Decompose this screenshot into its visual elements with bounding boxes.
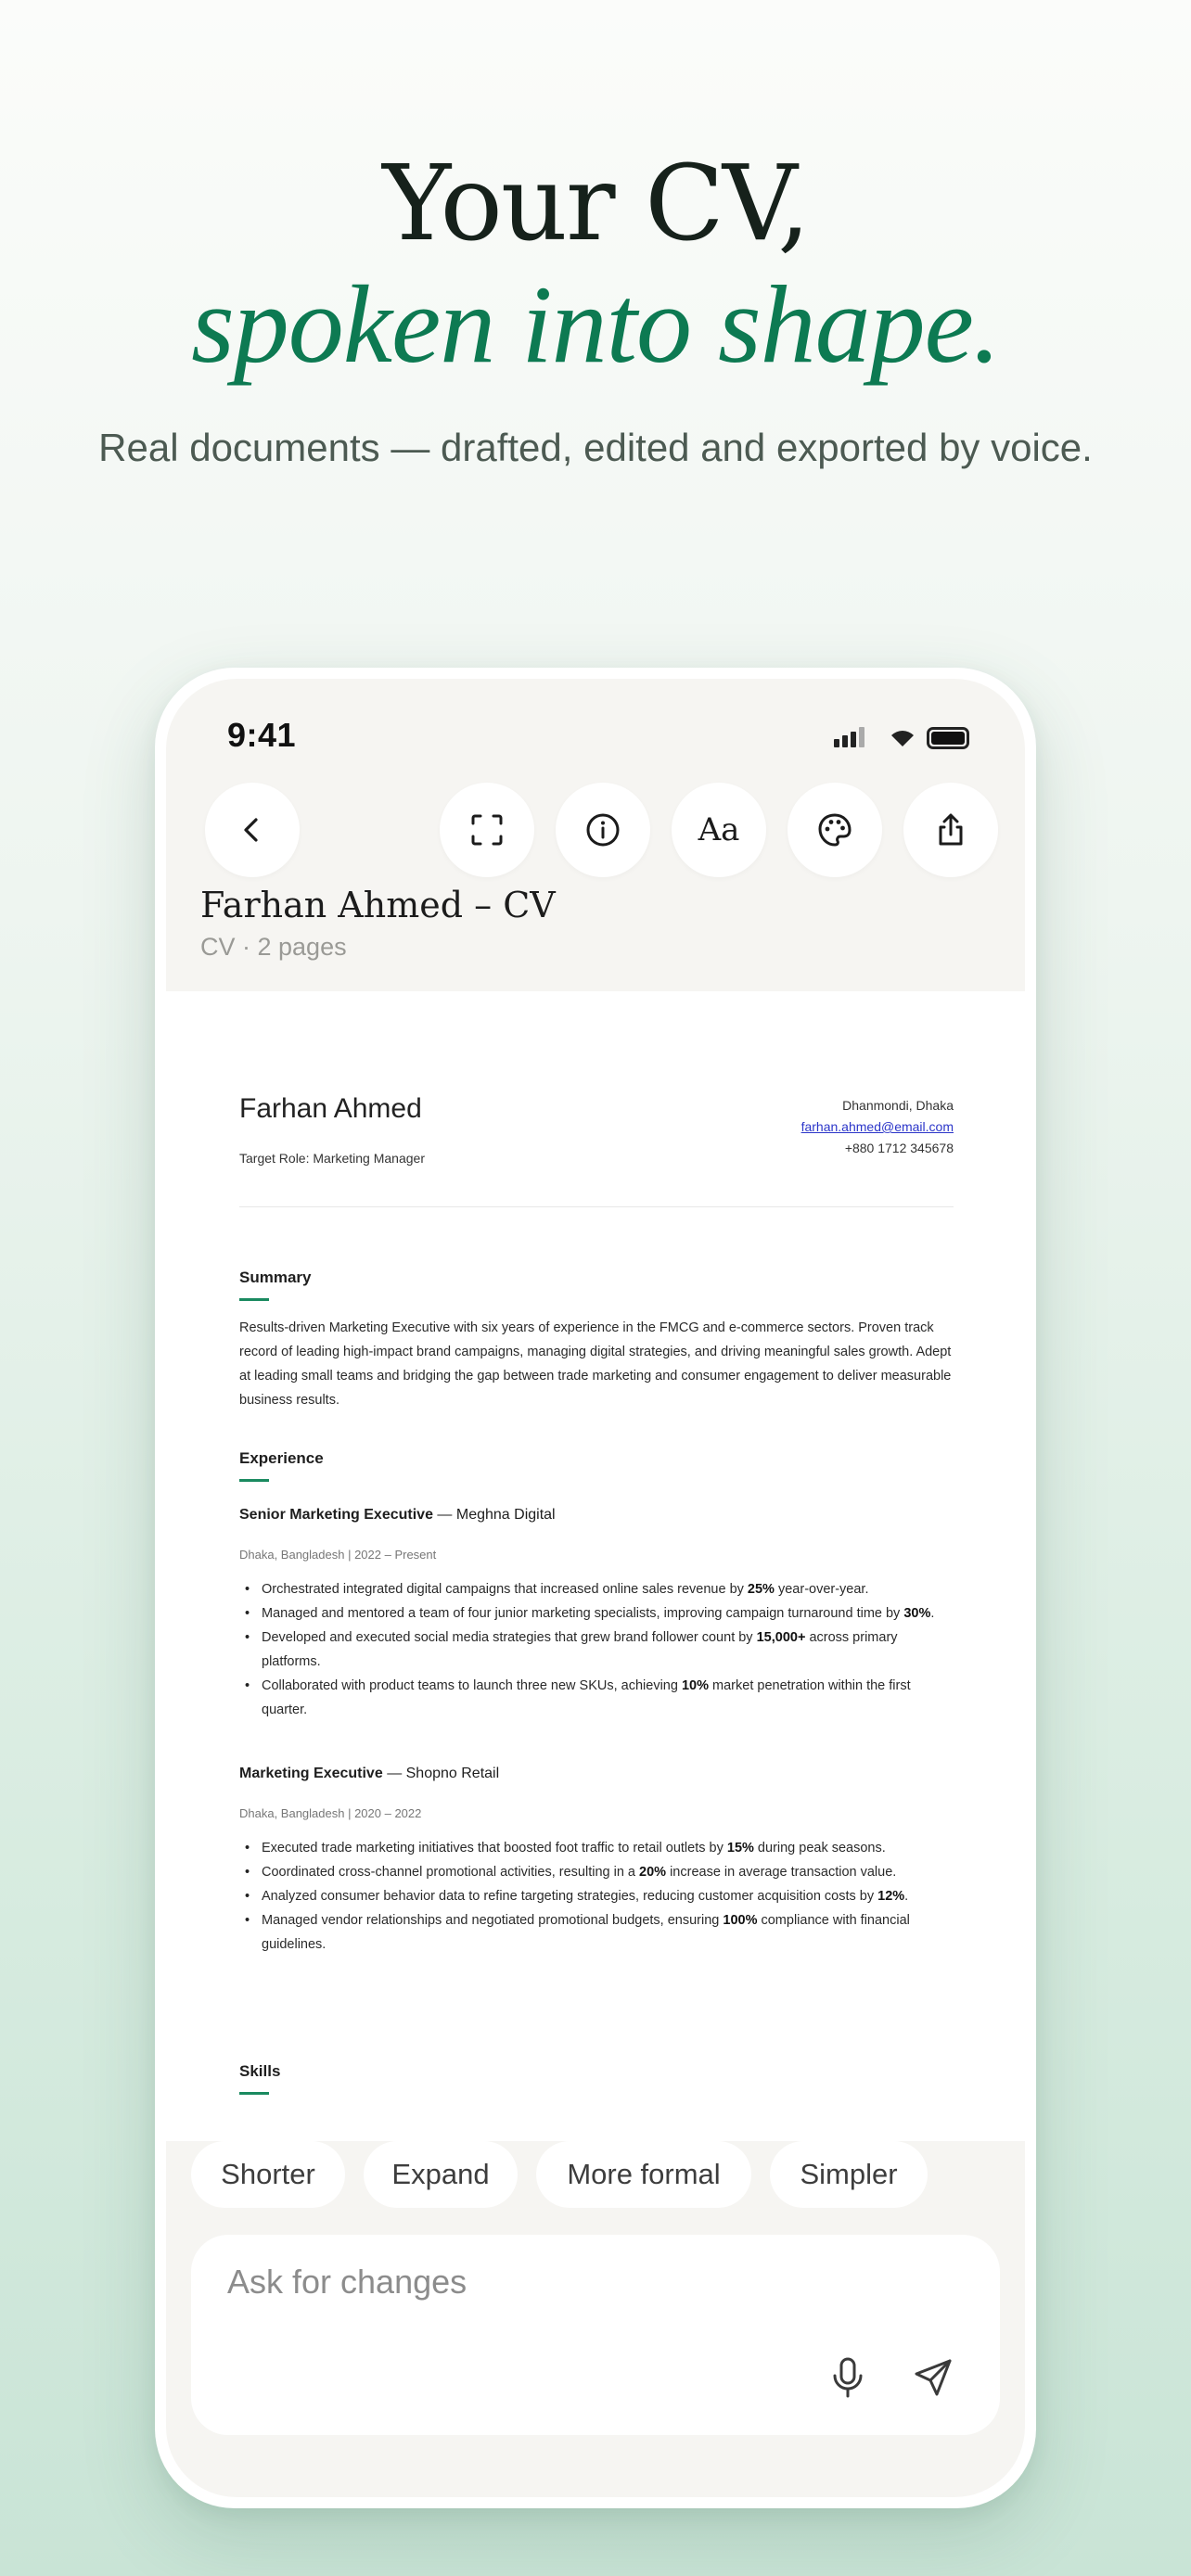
list-item: • Managed vendor relationships and negotiated promotional budgets, ensuring 100% compliance with financial guidelines. <box>239 1908 954 1957</box>
divider <box>239 1206 954 1207</box>
list-item: • Orchestrated integrated digital campaigns that increased online sales revenue by 25% year-over-year. <box>239 1577 954 1601</box>
font-label: Aa <box>698 811 740 848</box>
cv-email-link[interactable]: farhan.ahmed@email.com <box>800 1119 954 1134</box>
cv-contact <box>801 1095 954 1159</box>
ask-input[interactable]: Ask for changes <box>227 2263 467 2301</box>
cv-target-role: Target Role: Marketing Manager <box>239 1151 425 1166</box>
section-underline <box>239 2092 269 2095</box>
job-meta-1: Dhaka, Bangladesh | 2022 – Present <box>239 1548 437 1562</box>
section-underline <box>239 1479 269 1482</box>
job-bullets-2 <box>239 1836 954 1957</box>
document-meta: CV · 2 pages <box>200 933 347 961</box>
list-item: • Developed and executed social media strategies that grew brand follower count by 15,000+ across primary platforms. <box>239 1626 954 1674</box>
cv-name: Farhan Ahmed <box>239 1093 422 1124</box>
list-item: • Collaborated with product teams to launch three new SKUs, achieving 10% market penetration within the first quarter. <box>239 1674 954 1722</box>
share-button[interactable] <box>903 783 998 877</box>
chip-simpler[interactable]: Simpler <box>770 2141 928 2208</box>
job-title-1: Senior Marketing Executive — Meghna Digital <box>239 1507 556 1523</box>
summary-text: Results-driven Marketing Executive with six years of experience in the FMCG and e-commerce sectors. Proven track record of leading high-impact brand campaigns, managing digital strategies, and driving meaningful sales growth. Adept at leading small teams and bridging the gap between trade marketing and consumer engagement to deliver measurable business results. <box>239 1320 952 1408</box>
phone-screen <box>166 679 1025 2497</box>
list-item: • Managed and mentored a team of four junior marketing specialists, improving campaign turnaround time by 30%. <box>239 1601 954 1626</box>
document-preview[interactable] <box>166 991 1025 2141</box>
list-item: • Coordinated cross-channel promotional activities, resulting in a 20% increase in average transaction value. <box>239 1860 954 1884</box>
battery-icon <box>927 727 969 749</box>
cv-phone: +880 1712 345678 <box>844 1141 954 1155</box>
skills-heading: Skills <box>239 2062 281 2080</box>
font-button[interactable] <box>672 783 766 877</box>
chip-more-formal[interactable]: More formal <box>536 2141 751 2208</box>
back-button[interactable] <box>205 783 300 877</box>
send-icon <box>913 2357 954 2398</box>
status-time: 9:41 <box>227 716 297 754</box>
expand-icon <box>467 810 506 849</box>
experience-heading: Experience <box>239 1449 324 1467</box>
hero-title-line2: spoken into shape. <box>191 262 1000 386</box>
info-icon <box>583 810 622 849</box>
list-item: • Analyzed consumer behavior data to refine targeting strategies, reducing customer acquisition costs by 12%. <box>239 1884 954 1908</box>
suggestion-chips <box>166 2141 1025 2208</box>
composer <box>191 2235 1000 2435</box>
theme-button[interactable] <box>788 783 882 877</box>
mic-button[interactable] <box>824 2353 872 2402</box>
phone-frame <box>155 668 1036 2508</box>
cv-location: Dhanmondi, Dhaka <box>842 1098 954 1113</box>
info-button[interactable] <box>556 783 650 877</box>
chip-expand[interactable]: Expand <box>364 2141 518 2208</box>
document-title: Farhan Ahmed – CV <box>200 885 556 925</box>
hero-title-line1: Your CV, <box>382 144 809 264</box>
wifi-icon <box>890 729 916 747</box>
job-bullets-1 <box>239 1577 954 1722</box>
job-meta-2: Dhaka, Bangladesh | 2020 – 2022 <box>239 1806 422 1820</box>
cellular-signal-icon <box>834 727 867 747</box>
hero-subtitle: Real documents — drafted, edited and exported by voice. <box>98 426 1093 469</box>
job-title-2: Marketing Executive — Shopno Retail <box>239 1766 500 1781</box>
chip-shorter[interactable]: Shorter <box>191 2141 345 2208</box>
share-icon <box>931 810 970 849</box>
chevron-left-icon <box>233 810 272 849</box>
send-button[interactable] <box>909 2353 957 2402</box>
section-underline <box>239 1298 269 1301</box>
microphone-icon <box>829 2356 866 2399</box>
list-item: • Executed trade marketing initiatives that boosted foot traffic to retail outlets by 15% during peak seasons. <box>239 1836 954 1860</box>
palette-icon <box>815 810 854 849</box>
fullscreen-button[interactable] <box>440 783 534 877</box>
summary-heading: Summary <box>239 1269 312 1286</box>
